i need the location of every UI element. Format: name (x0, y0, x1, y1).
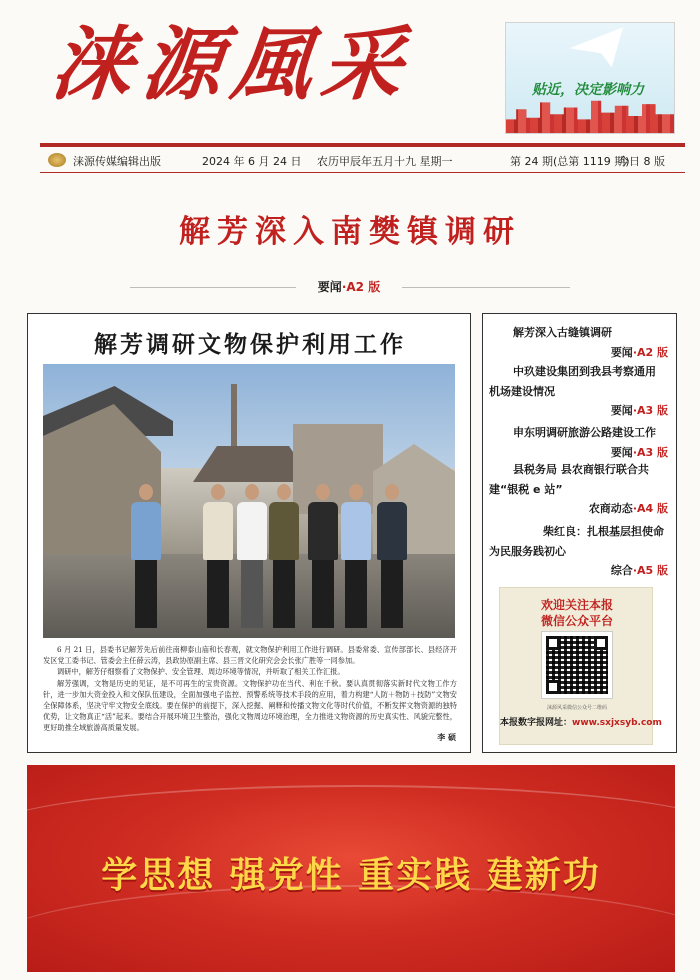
index-item[interactable] (483, 522, 678, 580)
photo-person (308, 484, 338, 628)
index-item[interactable] (483, 460, 678, 518)
story-photo (43, 364, 455, 638)
news-index-sidebar (482, 313, 677, 753)
publisher: 涞源传媒编辑出版 (73, 155, 161, 168)
photo-person (377, 484, 407, 628)
issue-info-bar (40, 152, 685, 170)
paper-plane-icon (568, 27, 629, 72)
photo-person (341, 484, 371, 628)
wechat-qr-panel (499, 587, 662, 745)
newspaper-title: 涞源風采 (47, 17, 417, 111)
index-item-title: 解芳深入古缝镇调研 (513, 326, 612, 339)
headline-page-ref[interactable]: 要闻·A2 版 (296, 278, 402, 295)
masthead (0, 0, 700, 140)
lead-headline[interactable]: 解芳深入南樊镇调研 (179, 214, 521, 250)
story-paragraph: 调研中，解芳仔细察看了文物保护、安全管理、周边环境等情况，并听取了相关工作汇报。 (57, 667, 345, 677)
publisher-seal-icon (48, 153, 66, 167)
qr-finder-icon (594, 636, 608, 650)
issue-date: 2024 年 6 月 24 日 (202, 155, 302, 168)
qr-finder-icon (546, 636, 560, 650)
index-item-title: 申东明调研旅游公路建设工作 (513, 426, 656, 439)
index-item-title: 县税务局 县农商银行联合共建“银税 e 站” (489, 463, 649, 496)
story-paragraph: 解芳强调，文物是历史的见证，是不可再生的宝贵资源。文物保护功在当代、利在千秋。要认真贯彻落实新时代文物工作方针，进一步加大资金投入和文保队伍建设，全面加强电子监控、预警系统等技术手段的应用，着力构建“人防＋物防＋技防”文物安全保障体系，坚决守牢文物安全底线。要在保护的前提下，深入挖掘、阐释和传播文物文化等时代价值，不断发挥文物资源的独特优势，让文物真正“活”起来。要结合开展环境卫生整治，强化文物周边环境治理，全力推进文物资源的历史真实性、风貌完整性，更好助推全域旅游高质量发展。 (43, 678, 457, 733)
page-count: 今日 8 版 (618, 155, 665, 168)
main-story (27, 313, 471, 753)
banner-slogan: 学思想 强党性 重实践 建新功 (101, 855, 601, 896)
index-item-ref: 要闻·A2 版 (610, 346, 668, 359)
issue-number: 第 24 期(总第 1119 期) (510, 155, 630, 168)
index-item[interactable] (483, 422, 678, 462)
index-item[interactable] (483, 362, 678, 420)
index-item-ref: 农商动态·A4 版 (588, 502, 668, 515)
qr-title-line1: 欢迎关注本报 (540, 598, 613, 612)
photo-person (131, 484, 161, 628)
story-title[interactable]: 解芳调研文物保护利用工作 (94, 331, 406, 358)
masthead-ad (505, 22, 675, 134)
digital-edition-url[interactable]: 本报数字报网址：www.sxjxsyb.com (500, 718, 662, 728)
masthead-rule (40, 143, 685, 147)
index-item-ref: 要闻·A3 版 (610, 404, 668, 417)
story-body (43, 644, 457, 734)
photo-person (203, 484, 233, 628)
photo-person (237, 484, 267, 628)
index-item-title: 中玖建设集团到我县考察通用机场建设情况 (489, 365, 656, 398)
qr-finder-icon (546, 680, 560, 694)
index-item-title: 柴红良：扎根基层担使命 为民服务践初心 (489, 525, 664, 558)
section-label: 要闻 (317, 280, 342, 294)
story-author: 李 硕 (437, 733, 456, 742)
banner-wave (27, 885, 675, 972)
story-paragraph: 6 月 21 日，县委书记解芳先后前往南柳泰山庙和长春观，就文物保护利用工作进行调研。县委常委、宣传部部长、县经济开发区党工委书记、管委会主任薛云涛，县政协原副主席、县三晋文化研究会会长张广胜等一同参加。 (43, 645, 457, 666)
photo-spire (231, 384, 237, 454)
qr-code-icon[interactable] (542, 632, 612, 698)
index-item[interactable] (483, 322, 678, 362)
index-item-ref: 综合·A5 版 (610, 564, 668, 577)
lunar-date: 农历甲辰年五月十九 星期一 (317, 155, 453, 168)
index-item-ref: 要闻·A3 版 (610, 446, 668, 459)
qr-caption: 涞源风采微信公众号二维码 (546, 705, 607, 711)
ad-slogan: 贴近，决定影响力 (532, 82, 644, 98)
slogan-banner (27, 765, 675, 972)
info-rule (40, 172, 685, 173)
page-label: A2 版 (346, 280, 381, 294)
photo-person (269, 484, 299, 628)
city-skyline-icon (506, 99, 675, 133)
qr-title-line2: 微信公众平台 (540, 614, 613, 628)
